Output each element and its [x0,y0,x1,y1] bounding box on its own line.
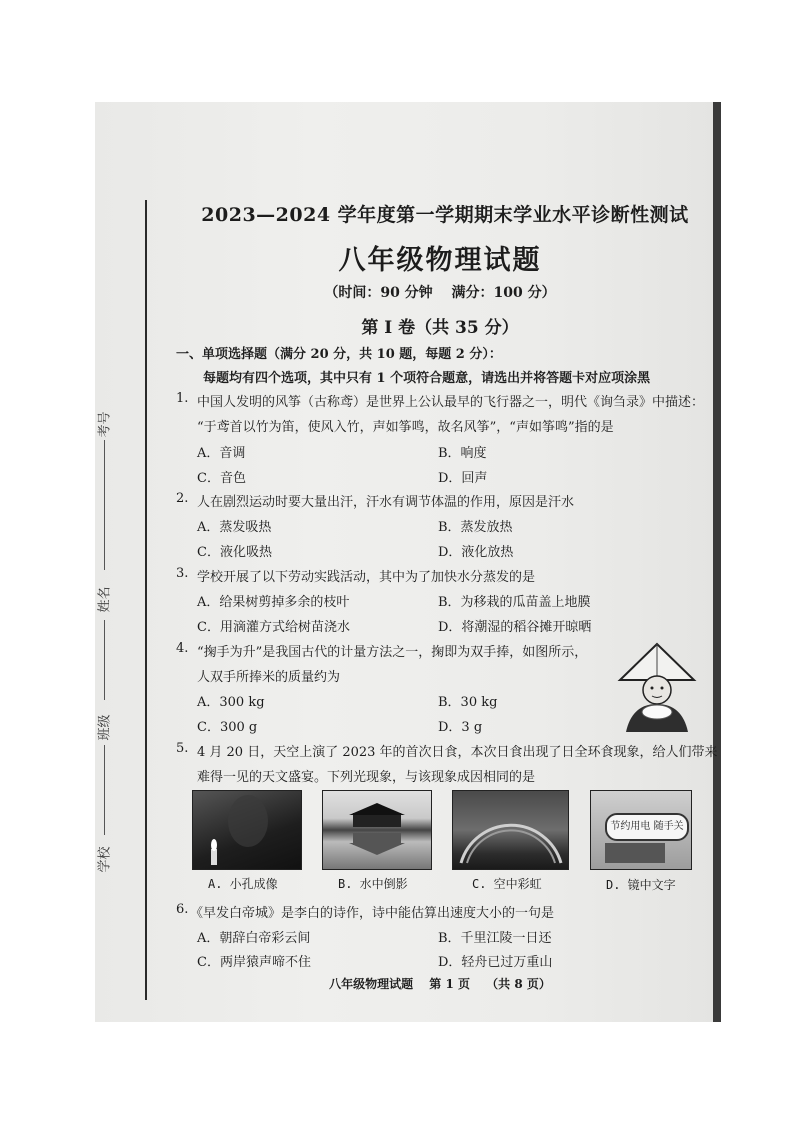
option-c: C．两岸猿声啼不住 [197,955,311,970]
mirror-text-image [590,790,692,870]
side-underline [104,745,105,835]
switch-plate [605,843,665,863]
side-field-id: 考号 [97,411,113,438]
sign-text: 节约用电 随手关 [605,813,689,841]
volume-heading: 第 I 卷（共 35 分） [361,318,519,338]
option-b: B．为移栽的瓜苗盖上地膜 [438,595,591,610]
question-stem: 学校开展了以下劳动实践活动，其中为了加快水分蒸发的是 [197,570,536,585]
question-number: 5. [176,741,189,756]
building-reflection-icon [323,791,431,869]
exam-meta: （时间：90 分钟 满分：100 分） [324,285,556,301]
option-b: B．30 kg [438,695,498,710]
option-c: C．用滴灌方式给树苗浇水 [197,620,350,635]
side-field-name: 姓名 [97,586,113,613]
section-heading: 一、单项选择题（满分 20 分，共 10 题，每题 2 分）： [176,347,502,362]
image-caption: A. 小孔成像 [208,877,278,891]
option-a: A．给果树剪掉多余的枝叶 [197,595,350,610]
question-stem: “于鸢首以竹为笛，使风入竹，声如筝鸣，故名风筝”，“声如筝鸣”指的是 [197,420,614,435]
handful-rice-illustration [612,642,702,732]
option-d: D．将潮湿的稻谷摊开晾晒 [438,620,592,635]
option-c: C．液化吸热 [197,545,272,560]
side-underline [104,440,105,570]
question-number: 4. [176,641,189,656]
question-stem: 人双手所捧米的质量约为 [197,670,341,685]
question-number: 6. [176,902,189,917]
option-a: A．音调 [197,446,246,461]
candle-icon [193,791,301,869]
side-field-school: 学校 [97,846,113,873]
question-stem: 中国人发明的风筝（古称鸢）是世界上公认最早的飞行器之一，明代《询刍录》中描述： [197,395,705,410]
question-number: 2. [176,491,189,506]
subject-title: 八年级物理试题 [338,245,542,276]
question-stem: 4 月 20 日，天空上演了 2023 年的首次日食，本次日食出现了日全环食现象，给人们带来 [197,745,718,760]
option-a: A．蒸发吸热 [197,520,272,535]
question-stem: 《早发白帝城》是李白的诗作，诗中能估算出速度大小的一句是 [190,906,555,921]
option-b: B．千里江陵一日还 [438,931,552,946]
pinhole-image [192,790,302,870]
option-d: D．轻舟已过万重山 [438,955,553,970]
rainbow-image [452,790,569,870]
section-instruction: 每题均有四个选项，其中只有 1 个项符合题意，请选出并将答题卡对应项涂黑 [203,371,651,386]
option-b: B．蒸发放热 [438,520,513,535]
page-footer: 八年级物理试题 第 1 页 （共 8 页） [329,977,551,991]
side-underline [104,620,105,700]
option-d: D．回声 [438,471,488,486]
reflection-image [322,790,432,870]
option-c: C．音色 [197,471,246,486]
rainbow-icon [453,791,568,869]
option-b: B．响度 [438,446,487,461]
question-stem: “掬手为升”是我国古代的计量方法之一，掬即为双手捧，如图所示， [197,645,588,660]
option-c: C．300 g [197,720,258,735]
side-field-class: 班级 [97,714,113,741]
exam-title: 2023—2024 学年度第一学期期末学业水平诊断性测试 [201,204,689,226]
question-number: 3. [176,566,189,581]
option-a: A．朝辞白帝彩云间 [197,931,311,946]
option-d: D．液化放热 [438,545,514,560]
question-stem: 难得一见的天文盛宴。下列光现象，与该现象成因相同的是 [197,770,536,785]
option-d: D．3 g [438,720,483,735]
image-caption: B. 水中倒影 [338,877,408,891]
question-number: 1. [176,391,189,406]
option-a: A．300 kg [197,695,265,710]
image-caption: C. 空中彩虹 [472,877,542,891]
image-caption: D. 镜中文字 [606,878,676,892]
question-stem: 人在剧烈运动时要大量出汗，汗水有调节体温的作用，原因是汗水 [197,495,575,510]
